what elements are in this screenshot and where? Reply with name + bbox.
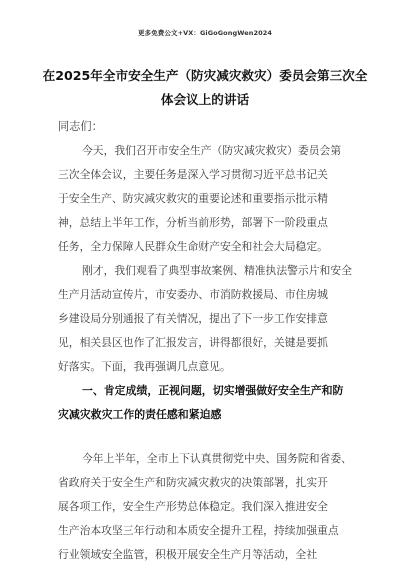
paragraph-line: 任务，全力保障人民群众生命财产安全和社会大局稳定。 [58,240,328,253]
paragraph-line: 乡建设局分别通报了有关情况，提出了下一步工作安排意 [58,312,328,325]
document-title-line-1: 在2025年全市安全生产（防灾减灾救灾）委员会第三次全 [42,68,368,83]
paragraph-line: 省政府关于安全生产和防灾减灾救灾的决策部署，扎实开 [58,476,328,489]
paragraph-line: 今天，我们召开市安全生产（防灾减灾救灾）委员会第 [82,144,342,157]
section-heading: 一、肯定成绩，正视问题，切实增强做好安全生产和防 [82,384,344,397]
paragraph-line: 行业领域安全监管，积极开展安全生产月等活动，全社 [58,548,318,561]
paragraph-line: 展各项工作，安全生产形势总体稳定。我们深入推进安全 [58,500,328,513]
section-heading: 灾减灾救灾工作的责任感和紧迫感 [58,408,222,421]
paragraph-line: 今年上半年，全市上下认真贯彻党中央、国务院和省委、 [82,452,352,465]
document-title-line-2: 体会议上的讲话 [160,92,250,107]
paragraph-line: 好落实。下面，我再强调几点意见。 [58,360,231,373]
paragraph-line: 生产月活动宣传片，市安委办、市消防救援局、市住房城 [58,288,328,301]
paragraph-line: 三次全体会议，主要任务是深入学习贯彻习近平总书记关 [58,168,328,181]
salutation: 同志们： [58,120,103,133]
paragraph-line: 刚才，我们观看了典型事故案例、精准执法警示片和安全 [82,264,352,277]
paragraph-line: 生产治本攻坚三年行动和本质安全提升工程，持续加强重点 [58,524,339,537]
paragraph-line: 神，总结上半年工作，分析当前形势，部署下一阶段重点 [58,216,328,229]
paragraph-line: 于安全生产、防灾减灾救灾的重要论述和重要指示批示精 [58,192,328,205]
header-note: 更多免费公文+VX：GiGoGongWen2024 [138,29,272,37]
paragraph-line: 见，相关县区也作了汇报发言，讲得都很好，关键是要抓 [58,336,328,349]
